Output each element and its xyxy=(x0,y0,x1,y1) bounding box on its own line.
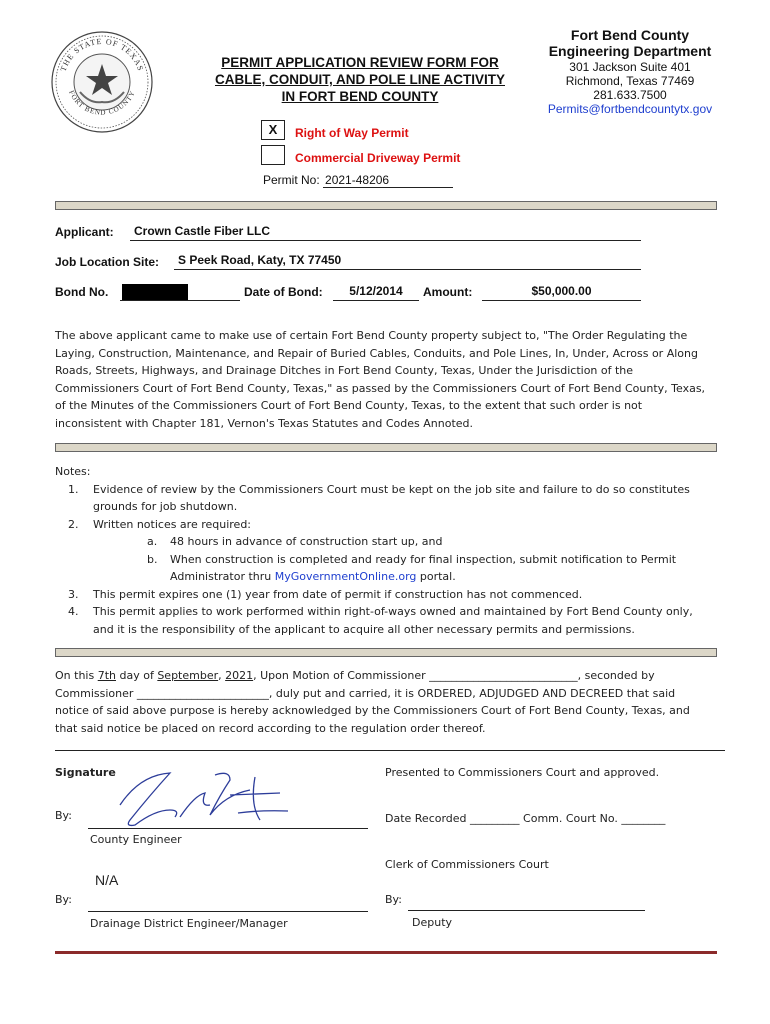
commercial-driveway-checkbox[interactable] xyxy=(261,145,285,165)
order-day: 7th xyxy=(97,669,116,682)
note-1-text-cont: grounds for job shutdown. xyxy=(93,500,238,513)
subnote-b-pre: Administrator thru xyxy=(170,570,275,583)
note-4-text-cont: and it is the responsibility of the applicant to acquire all other necessary permits and permissions. xyxy=(93,622,635,636)
permit-number-label: Permit No: xyxy=(263,173,320,187)
signature-heading: Signature xyxy=(55,766,116,779)
footer-rule xyxy=(55,951,717,954)
phone: 281.633.7500 xyxy=(593,88,667,102)
order-line-1 xyxy=(55,667,735,685)
section-divider-2 xyxy=(55,443,717,452)
note-number: 3. xyxy=(68,587,79,601)
subnote-letter: a. xyxy=(147,535,158,548)
bond-number-label: Bond No. xyxy=(55,285,109,299)
note-number: 4. xyxy=(68,605,79,618)
section-divider-1 xyxy=(55,201,717,210)
right-of-way-label: Right of Way Permit xyxy=(295,126,409,140)
permit-number-value: 2021-48206 xyxy=(323,173,453,188)
county-seal-logo xyxy=(50,30,154,134)
order-text: , xyxy=(218,669,226,682)
seal-bottom-text: FORT BEND COUNTY xyxy=(67,89,137,117)
subnote-letter: b. xyxy=(147,552,158,566)
para-line: of the Minutes of the Commissioners Court of Fort Bend County, Texas, to the extent that such order is not xyxy=(55,399,643,412)
note-1-text: Evidence of review by the Commissioners Court must be kept on the job site and failure to do so constitutes xyxy=(93,482,690,496)
date-recorded-text: Date Recorded _________ Comm. Court No. ________ xyxy=(385,812,666,825)
order-year: 2021 xyxy=(225,669,254,682)
court-order-paragraph xyxy=(55,667,735,737)
dept-name: Fort Bend County xyxy=(570,27,690,43)
note-4-text: This permit applies to work performed within right-of-ways owned and maintained by Fort Bend County only, xyxy=(93,605,693,618)
email-link[interactable]: Permits@fortbendcountytx.gov xyxy=(547,102,713,116)
county-engineer-line[interactable] xyxy=(88,828,368,829)
department-contact xyxy=(525,27,735,117)
section-divider-3 xyxy=(55,648,717,657)
permit-number xyxy=(263,173,453,188)
para-line: Laying, Construction, Maintenance, and Repair of Buried Cables, Conduits, and Pole Lines, In, Under, Across or Along xyxy=(55,346,698,360)
note-3-text: This permit expires one (1) year from date of permit if construction has not commenced. xyxy=(93,587,583,601)
amount-field[interactable]: $50,000.00 xyxy=(482,284,641,301)
address-line-1: 301 Jackson Suite 401 xyxy=(569,60,691,74)
clerk-text: Clerk of Commissioners Court xyxy=(385,858,549,871)
subnote-b-text-cont xyxy=(170,568,456,586)
para-line: inconsistent with Chapter 181, Vernon's Texas Statutes and Codes Annoted. xyxy=(55,416,474,430)
by-label-3: By: xyxy=(385,893,402,906)
notes-section xyxy=(55,463,735,638)
para-line: Commissioners Court of Fort Bend County, Texas," as passed by the Commissioners Court of Fort Bend County, Texas, xyxy=(55,381,706,395)
job-location-field[interactable]: S Peek Road, Katy, TX 77450 xyxy=(174,253,641,270)
redaction-block xyxy=(122,284,188,300)
commercial-driveway-label: Commercial Driveway Permit xyxy=(295,151,461,165)
drainage-engineer-line[interactable] xyxy=(88,911,368,912)
order-text: On this xyxy=(55,669,98,682)
by-label-1: By: xyxy=(55,809,72,822)
para-line: Roads, Streets, Highways, and Drainage Ditches in Fort Bend County, Texas, Under the Jurisdiction of the xyxy=(55,364,634,377)
order-line-4: that said notice be placed on record according to the regulation order thereof. xyxy=(55,721,486,735)
order-month: September xyxy=(157,669,219,682)
presented-text: Presented to Commissioners Court and approved. xyxy=(385,766,660,779)
subnote-b-post: portal. xyxy=(416,570,456,583)
right-of-way-checkbox[interactable]: X xyxy=(261,120,285,140)
para-line: The above applicant came to make use of certain Fort Bend County property subject to, "The Order Regulating the xyxy=(55,329,688,342)
order-text: , Upon Motion of Commissioner ___________________________, seconded by xyxy=(253,669,655,682)
note-number: 2. xyxy=(68,517,79,531)
signature-rule xyxy=(55,750,725,751)
note-2-text: Written notices are required: xyxy=(93,517,252,531)
date-of-bond-field[interactable]: 5/12/2014 xyxy=(333,284,419,301)
note-number: 1. xyxy=(68,482,79,496)
drainage-engineer-label: Drainage District Engineer/Manager xyxy=(90,917,288,930)
date-of-bond-label: Date of Bond: xyxy=(244,285,323,299)
deputy-signature-line[interactable] xyxy=(408,910,645,911)
order-text: day of xyxy=(116,669,158,682)
seal-top-text: THE STATE OF TEXAS xyxy=(58,36,146,73)
address-line-2: Richmond, Texas 77469 xyxy=(565,74,695,88)
subnote-b-text: When construction is completed and ready for final inspection, submit notification to Permit xyxy=(170,552,677,566)
mygovernmentonline-link[interactable]: MyGovernmentOnline.org xyxy=(274,570,417,583)
dept-sub: Engineering Department xyxy=(548,43,712,59)
order-line-2: Commissioner ________________________, duly put and carried, it is ORDERED, ADJUDGED AND DECREED that said xyxy=(55,686,676,700)
form-title xyxy=(190,54,530,105)
order-paragraph xyxy=(55,327,735,432)
notes-heading: Notes: xyxy=(55,465,91,478)
by-label-2: By: xyxy=(55,893,72,906)
order-line-3: notice of said above purpose is hereby acknowledged by the Commissioners Court of Fort Bend County, Texas, and xyxy=(55,704,690,717)
amount-label: Amount: xyxy=(423,285,473,299)
county-engineer-signature xyxy=(110,765,290,835)
deputy-label: Deputy xyxy=(412,916,453,929)
county-engineer-label: County Engineer xyxy=(90,833,182,846)
applicant-label: Applicant: xyxy=(55,225,114,239)
title-line-3: IN FORT BEND COUNTY xyxy=(281,89,439,104)
title-line-1: PERMIT APPLICATION REVIEW FORM FOR xyxy=(221,55,499,70)
job-location-label: Job Location Site: xyxy=(55,255,160,269)
title-line-2: CABLE, CONDUIT, AND POLE LINE ACTIVITY xyxy=(214,72,505,87)
subnote-a-text: 48 hours in advance of construction start up, and xyxy=(170,535,443,548)
na-text: N/A xyxy=(95,872,119,888)
applicant-field[interactable]: Crown Castle Fiber LLC xyxy=(130,224,641,241)
